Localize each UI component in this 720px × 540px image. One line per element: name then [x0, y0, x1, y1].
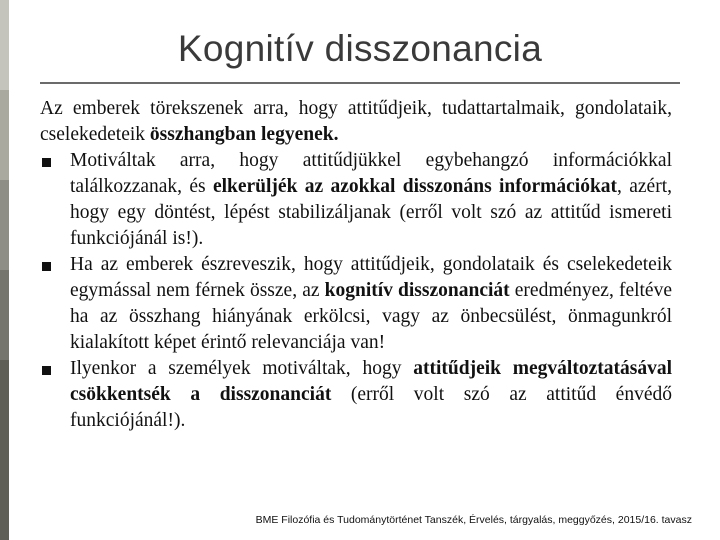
sidebar-segment: [0, 360, 9, 540]
intro-emphasis: összhangban legyenek.: [149, 124, 339, 145]
bullet-square-icon: [42, 366, 51, 375]
bullet-emphasis: attitűdjeik megváltoztatásával csökkentsék a disszonanciát: [70, 358, 672, 405]
intro-paragraph: [40, 96, 672, 148]
bullet-text: , azért, hogy egy döntést, lépést stabilizáljanak (erről volt szó az attitűd ismereti funkciójánál is!).: [70, 176, 672, 249]
sidebar-segment: [0, 270, 9, 360]
intro-text: Az emberek törekszenek arra, hogy attitűdjeik, tudattartalmaik, gondolataik, cselekedeteik: [40, 98, 672, 145]
footer-caption: BME Filozófia és Tudománytörténet Tanszék, Érvelés, tárgyalás, meggyőzés, 2015/16. tavasz: [255, 514, 692, 526]
sidebar-segment: [0, 180, 9, 270]
bullet-square-icon: [42, 262, 51, 271]
bullet-emphasis: kognitív disszonanciát: [324, 280, 510, 301]
slide-title: Kognitív disszonancia: [177, 28, 543, 69]
sidebar-segment: [0, 90, 9, 180]
slide-content: [40, 96, 672, 434]
bullet-item: [40, 356, 672, 434]
bullet-item: [40, 252, 672, 356]
bullet-text: Motiváltak arra, hogy attitűdjükkel egybehangzó információkkal találkozzanak, és: [70, 150, 672, 197]
bullet-emphasis: elkerüljék az azokkal disszonáns információkat: [212, 176, 618, 197]
bullet-text: Ha az emberek észreveszik, hogy attitűdjeik, gondolataik és cselekedeteik egymással nem férnek össze, az: [70, 254, 672, 301]
decorative-sidebar: [0, 0, 9, 540]
title-divider: [40, 82, 680, 84]
bullet-text: (erről volt szó az attitűd énvédő funkciójánál!).: [70, 384, 672, 431]
bullet-square-icon: [42, 158, 51, 167]
bullet-list: [40, 148, 672, 434]
bullet-item: [40, 148, 672, 252]
bullet-text: Ilyenkor a személyek motiváltak, hogy: [70, 358, 414, 379]
bullet-text: eredményez, feltéve ha az összhang hiányának erkölcsi, vagy az önbecsülést, önmagunkról kialakított képet érintő relevanciája van!: [70, 280, 672, 353]
